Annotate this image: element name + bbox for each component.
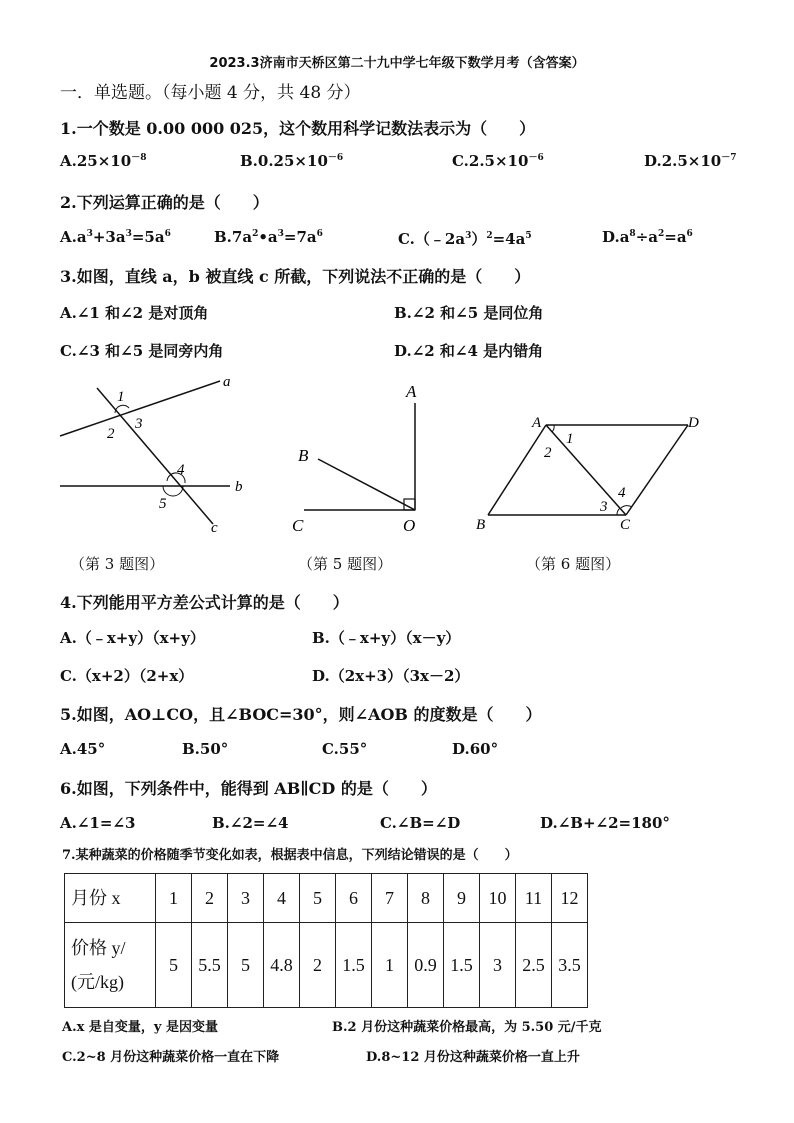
month-cell: 3: [228, 874, 264, 923]
q1-stem: 1.一个数是 0.00 000 025，这个数用科学记数法表示为（ ）: [60, 119, 536, 138]
q4-option-d: D.（2x+3）（3x－2）: [312, 667, 470, 685]
price-cell: 1.5: [336, 923, 372, 1008]
q7-option-b: B.2 月份这种蔬菜价格最高，为 5.50 元/千克: [332, 1020, 602, 1035]
segment-cd: [626, 425, 688, 515]
price-cell: 0.9: [408, 923, 444, 1008]
caption-fig3: （第 3 题图）: [70, 555, 165, 573]
q6-option-a: A.∠1=∠3: [60, 814, 136, 832]
angle-arc-5: [163, 486, 183, 496]
label-2: 2: [544, 445, 552, 461]
price-cell: 1.5: [444, 923, 480, 1008]
q5-option-b: B.50°: [182, 740, 229, 758]
q1-option-c: $C.2.5\times 10^{-6}$: [452, 152, 544, 170]
price-cell: 3: [480, 923, 516, 1008]
table-row-price: [65, 923, 588, 1008]
label-1: 1: [566, 431, 574, 447]
label-b: b: [235, 479, 243, 495]
label-4: 4: [618, 485, 626, 501]
q1-option-d: $D.2.5\times 10^{-7}$: [644, 152, 737, 170]
month-cell: 11: [516, 874, 552, 923]
price-cell: 1: [372, 923, 408, 1008]
month-cell: 12: [552, 874, 588, 923]
caption-fig6: （第 6 题图）: [526, 555, 621, 573]
q6-option-c: C.∠B=∠D: [380, 814, 461, 832]
price-cell: 5: [156, 923, 192, 1008]
price-cell: 5: [228, 923, 264, 1008]
q7-option-d: D.8~12 月份这种蔬菜价格一直上升: [366, 1050, 580, 1065]
caption-fig5: （第 5 题图）: [298, 555, 393, 573]
q5-option-d: D.60°: [452, 740, 499, 758]
q4-stem: 4.下列能用平方差公式计算的是（ ）: [60, 593, 349, 612]
month-cell: 6: [336, 874, 372, 923]
label-1: 1: [117, 389, 125, 405]
month-cell: 10: [480, 874, 516, 923]
q7-option-c: C.2~8 月份这种蔬菜价格一直在下降: [62, 1050, 280, 1065]
q2-option-d: $D.a^8\div a^2=a^6$: [602, 228, 693, 246]
q5-stem: 5.如图，AO⊥CO，且∠BOC=30°，则∠AOB 的度数是（ ）: [60, 705, 542, 724]
segment-ac: [546, 425, 626, 515]
q2-option-a: $A.a^3+3a^3=5a^6$: [60, 228, 171, 246]
month-cell: 1: [156, 874, 192, 923]
q2-option-c: $C.(﹣2a^3)^2=4a^5$: [398, 230, 532, 248]
q6-option-b: B.∠2=∠4: [212, 814, 289, 832]
month-cell: 4: [264, 874, 300, 923]
q3-option-b: B.∠2 和∠5 是同位角: [394, 304, 544, 322]
month-cell: 9: [444, 874, 480, 923]
price-cell: 2.5: [516, 923, 552, 1008]
q7-option-a: A.x 是自变量，y 是因变量: [62, 1020, 218, 1035]
figure-q5: [290, 375, 440, 535]
q3-option-a: A.∠1 和∠2 是对顶角: [60, 304, 209, 322]
label-O: O: [403, 516, 416, 535]
figure-q6: [470, 405, 710, 535]
price-cell: 4.8: [264, 923, 300, 1008]
q3-stem: 3.如图，直线 a，b 被直线 c 所截，下列说法不正确的是（ ）: [60, 267, 531, 286]
month-cell: 8: [408, 874, 444, 923]
segment-ab: [488, 425, 546, 515]
q7-stem: 7.某种蔬菜的价格随季节变化如表，根据表中信息，下列结论错误的是（ ）: [62, 848, 518, 863]
ray-ob: [318, 459, 415, 510]
label-a: a: [223, 374, 231, 390]
q1-option-b: $B.0.25\times 10^{-6}$: [240, 152, 344, 170]
line-c: [97, 388, 213, 524]
figure-q3: [55, 372, 255, 532]
month-cell: 5: [300, 874, 336, 923]
q4-option-b: B.（﹣x+y）（x－y）: [312, 629, 461, 647]
label-3: 3: [600, 499, 608, 515]
label-C: C: [292, 516, 304, 535]
q2-option-b: $B.7a^2•a^3=7a^6$: [214, 228, 323, 246]
exam-title: 2023.3济南市天桥区第二十九中学七年级下数学月考（含答案）: [209, 56, 585, 71]
label-3: 3: [135, 416, 143, 432]
angle-arc-1: [552, 425, 554, 432]
label-4: 4: [177, 462, 185, 478]
header-month: 月份 x: [65, 874, 156, 923]
q2-stem: 2.下列运算正确的是（ ）: [60, 193, 269, 212]
price-cell: 3.5: [552, 923, 588, 1008]
angle-arc-3: [617, 508, 620, 515]
q5-option-c: C.55°: [322, 740, 368, 758]
price-cell: 5.5: [192, 923, 228, 1008]
q3-option-d: D.∠2 和∠4 是内错角: [394, 342, 544, 360]
label-B: B: [476, 517, 486, 533]
header-price: 价格 y/ (元/kg): [65, 923, 156, 1008]
label-A: A: [406, 382, 417, 401]
label-c: c: [211, 520, 218, 532]
q3-option-c: C.∠3 和∠5 是同旁内角: [60, 342, 224, 360]
q6-option-d: D.∠B+∠2=180°: [540, 814, 670, 832]
q4-option-a: A.（﹣x+y）（x+y）: [60, 629, 205, 647]
label-D: D: [688, 415, 699, 431]
price-table: [64, 873, 588, 1008]
q6-stem: 6.如图，下列条件中，能得到 AB∥CD 的是（ ）: [60, 779, 437, 798]
month-cell: 7: [372, 874, 408, 923]
label-B: B: [298, 446, 309, 465]
table-row-month: [65, 874, 588, 923]
section-heading: 一．单选题。（每小题 4 分，共 48 分）: [60, 83, 361, 103]
price-cell: 2: [300, 923, 336, 1008]
q1-option-a: $A.25\times 10^{-8}$: [60, 152, 147, 170]
q4-option-c: C.（x+2）（2+x）: [60, 667, 194, 685]
q5-option-a: A.45°: [60, 740, 106, 758]
label-C: C: [620, 517, 631, 533]
label-2: 2: [107, 426, 115, 442]
month-cell: 2: [192, 874, 228, 923]
label-A: A: [532, 415, 542, 431]
label-5: 5: [159, 496, 167, 512]
